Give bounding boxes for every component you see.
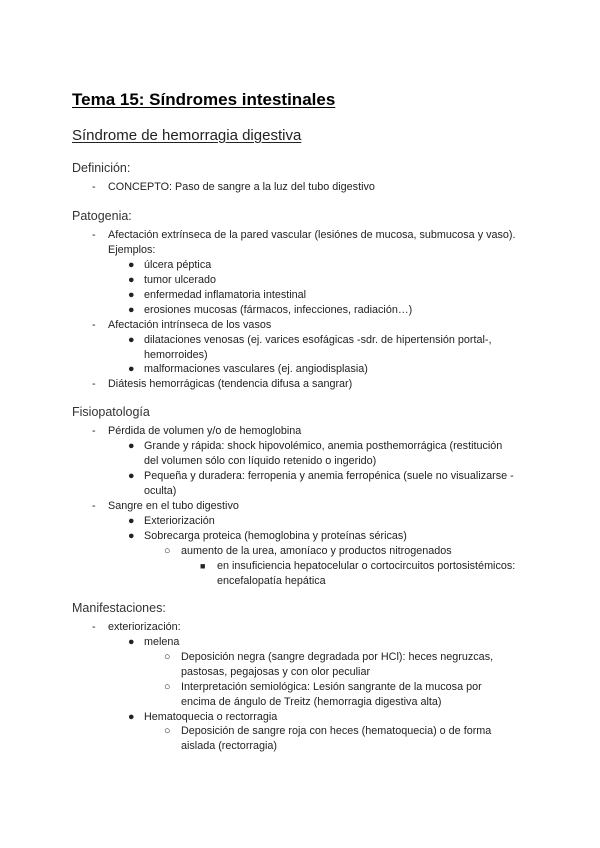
list-item-insuficiencia-cont: encefalopatía hepática	[217, 575, 326, 587]
heading-patogenia: Patogenia:	[72, 209, 132, 223]
list-item-pequena: Pequeña y duradera: ferropenia y anemia ferropénica (suele no visualizarse -	[144, 470, 514, 482]
list-item-sobrecarga: Sobrecarga proteica (hemoglobina y proteínas séricas)	[144, 530, 407, 542]
disc-bullet: ●	[128, 289, 135, 301]
disc-bullet: ●	[128, 711, 135, 723]
list-item-interpretacion-cont: encima de ángulo de Treitz (hemorragia digestiva alta)	[181, 696, 442, 708]
disc-bullet: ●	[128, 530, 135, 542]
circle-bullet: ○	[164, 651, 171, 663]
heading-manifestaciones: Manifestaciones:	[72, 601, 166, 615]
list-item-dilataciones: dilataciones venosas (ej. varices esofágicas -sdr. de hipertensión portal-,	[144, 334, 492, 346]
disc-bullet: ●	[128, 440, 135, 452]
list-item-exteriorizacion: Exteriorización	[144, 515, 215, 527]
dash-marker: -	[92, 229, 96, 241]
list-item-deposicion-negra: Deposición negra (sangre degradada por HCl): heces negruzcas,	[181, 651, 494, 663]
page-title: Tema 15: Síndromes intestinales	[72, 90, 336, 109]
disc-bullet: ●	[128, 470, 135, 482]
dash-marker: -	[92, 181, 96, 193]
list-item-grande: Grande y rápida: shock hipovolémico, anemia posthemorrágica (restitución	[144, 440, 503, 452]
list-item-erosiones: erosiones mucosas (fármacos, infecciones, radiación…)	[144, 304, 413, 316]
list-item-exteriorizacion-manif: exteriorización:	[108, 621, 181, 633]
list-item-hematoquecia: Hematoquecia o rectorragia	[144, 711, 278, 723]
list-item-afectacion-intrinseca: Afectación intrínseca de los vasos	[108, 319, 272, 331]
circle-bullet: ○	[164, 681, 171, 693]
list-item-deposicion-negra-cont: pastosas, pegajosas y con olor peculiar	[181, 666, 371, 678]
circle-bullet: ○	[164, 545, 171, 557]
dash-marker: -	[92, 425, 96, 437]
list-item-deposicion-roja-cont: aislada (rectorragia)	[181, 740, 278, 752]
dash-marker: -	[92, 621, 96, 633]
list-item-ejemplos: Ejemplos:	[108, 244, 156, 256]
square-bullet: ■	[200, 561, 206, 571]
list-item-tumor: tumor ulcerado	[144, 274, 217, 286]
list-item-interpretacion: Interpretación semiológica: Lesión sangrante de la mucosa por	[181, 681, 482, 693]
list-item-perdida: Pérdida de volumen y/o de hemoglobina	[108, 425, 302, 437]
list-item-dilataciones-cont: hemorroides)	[144, 349, 208, 361]
list-item-melena: melena	[144, 636, 180, 648]
disc-bullet: ●	[128, 515, 135, 527]
dash-marker: -	[92, 378, 96, 390]
circle-bullet: ○	[164, 725, 171, 737]
disc-bullet: ●	[128, 363, 135, 375]
heading-fisiopatologia: Fisiopatología	[72, 405, 150, 419]
section-heading-hemorragia: Síndrome de hemorragia digestiva	[72, 127, 302, 144]
disc-bullet: ●	[128, 259, 135, 271]
list-item-afectacion-extrinseca: Afectación extrínseca de la pared vascular (lesiónes de mucosa, submucosa y vaso).	[108, 229, 516, 241]
list-item-sangre: Sangre en el tubo digestivo	[108, 500, 239, 512]
list-item-concepto: CONCEPTO: Paso de sangre a la luz del tubo digestivo	[108, 181, 375, 193]
dash-marker: -	[92, 500, 96, 512]
disc-bullet: ●	[128, 304, 135, 316]
disc-bullet: ●	[128, 636, 135, 648]
disc-bullet: ●	[128, 334, 135, 346]
disc-bullet: ●	[128, 274, 135, 286]
dash-marker: -	[92, 319, 96, 331]
list-item-diatesis: Diátesis hemorrágicas (tendencia difusa a sangrar)	[108, 378, 353, 390]
list-item-grande-cont: del volumen sólo con líquido retenido o ingerido)	[144, 455, 377, 467]
list-item-pequena-cont: oculta)	[144, 485, 177, 497]
list-item-malformaciones: malformaciones vasculares (ej. angiodisplasia)	[144, 363, 368, 375]
list-item-deposicion-roja: Deposición de sangre roja con heces (hematoquecia) o de forma	[181, 725, 492, 737]
heading-definicion: Definición:	[72, 161, 131, 175]
list-item-eii: enfermedad inflamatoria intestinal	[144, 289, 307, 301]
list-item-aumento: aumento de la urea, amoníaco y productos nitrogenados	[181, 545, 452, 557]
list-item-ulcera: úlcera péptica	[144, 259, 212, 271]
list-item-insuficiencia: en insuficiencia hepatocelular o cortocircuitos portosistémicos:	[217, 560, 516, 572]
